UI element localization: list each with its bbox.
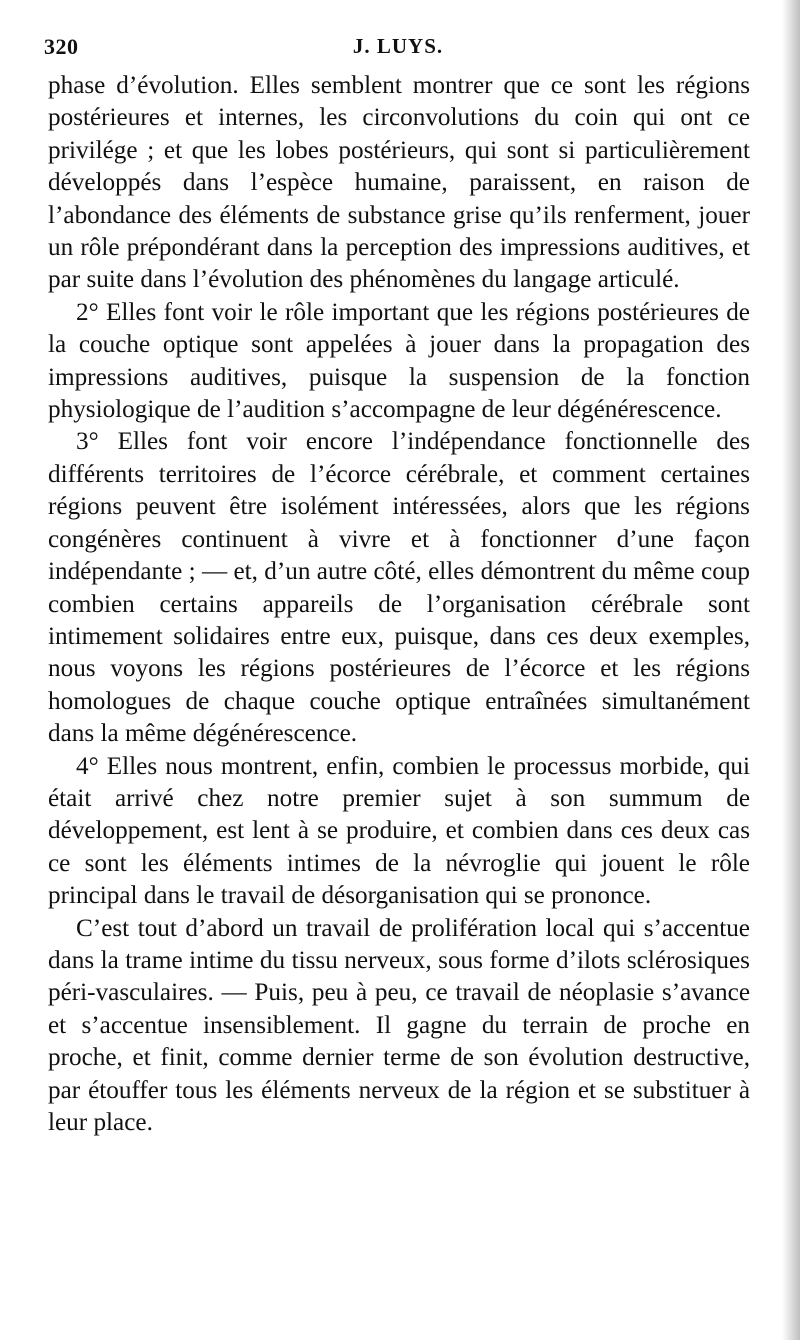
paragraph-point-4: 4° Elles nous montrent, enfin, combien le processus morbide, qui était arrivé chez notre premier sujet à son summum de développement, est lent à se produire, et combien dans ces deux cas ce sont les éléments intimes de la névroglie qui jouent le rôle principal dans le travail de désorganisation qui se prononce. [48,752,750,910]
paragraph-point-2: 2° Elles font voir le rôle important que les régions postérieures de la couche optique sont appelées à jouer dans la propagation des impressions auditives, puisque la suspension de la fonction physiologique de l’audition s’accompagne de leur dégénérescence. [48,298,750,424]
page-header [44,34,752,74]
page-number: 320 [44,34,79,59]
paragraph-proliferation: C’est tout d’abord un travail de prolifération local qui s’accentue dans la trame intime du tissu nerveux, sous forme d’ilots sclérosiques péri-vasculaires. — Puis, peu à peu, ce travail de néoplasie s’avance et s’accentue insensiblement. Il gagne du terrain de proche en proche, et finit, comme dernier terme de son évolution destructive, par étouffer tous les éléments nerveux de la région et se substituer à leur place. [48,914,750,1136]
page-edge-shadow [782,0,800,1340]
body-text [48,70,750,1139]
paragraph-continuation: phase d’évolution. Elles semblent montrer que ce sont les régions postérieures et internes, les circonvolutions du coin qui ont ce privilége ; et que les lobes postérieurs, qui sont si particulièrement développés dans l’espèce humaine, paraissent, en raison de l’abondance des éléments de substance grise qu’ils renferment, jouer un rôle prépondérant dans la perception des impressions auditives, et par suite dans l’évolution des phénomènes du langage articulé. [48,72,750,294]
running-head: J. LUYS. [352,34,444,58]
paragraph-point-3: 3° Elles font voir encore l’indépendance fonctionnelle des différents territoires de l’écorce cérébrale, et comment certaines régions peuvent être isolément intéressées, alors que les régions congénères continuent à vivre et à fonctionner d’une façon indépendante ; — et, d’un autre côté, elles démontrent du même coup combien certains appareils de l’organisation cérébrale sont intimement solidaires entre eux, puisque, dans ces deux exemples, nous voyons les régions postérieures de l’écorce et les régions homologues de chaque couche optique entraînées simultanément dans la même dégénérescence. [48,428,750,748]
